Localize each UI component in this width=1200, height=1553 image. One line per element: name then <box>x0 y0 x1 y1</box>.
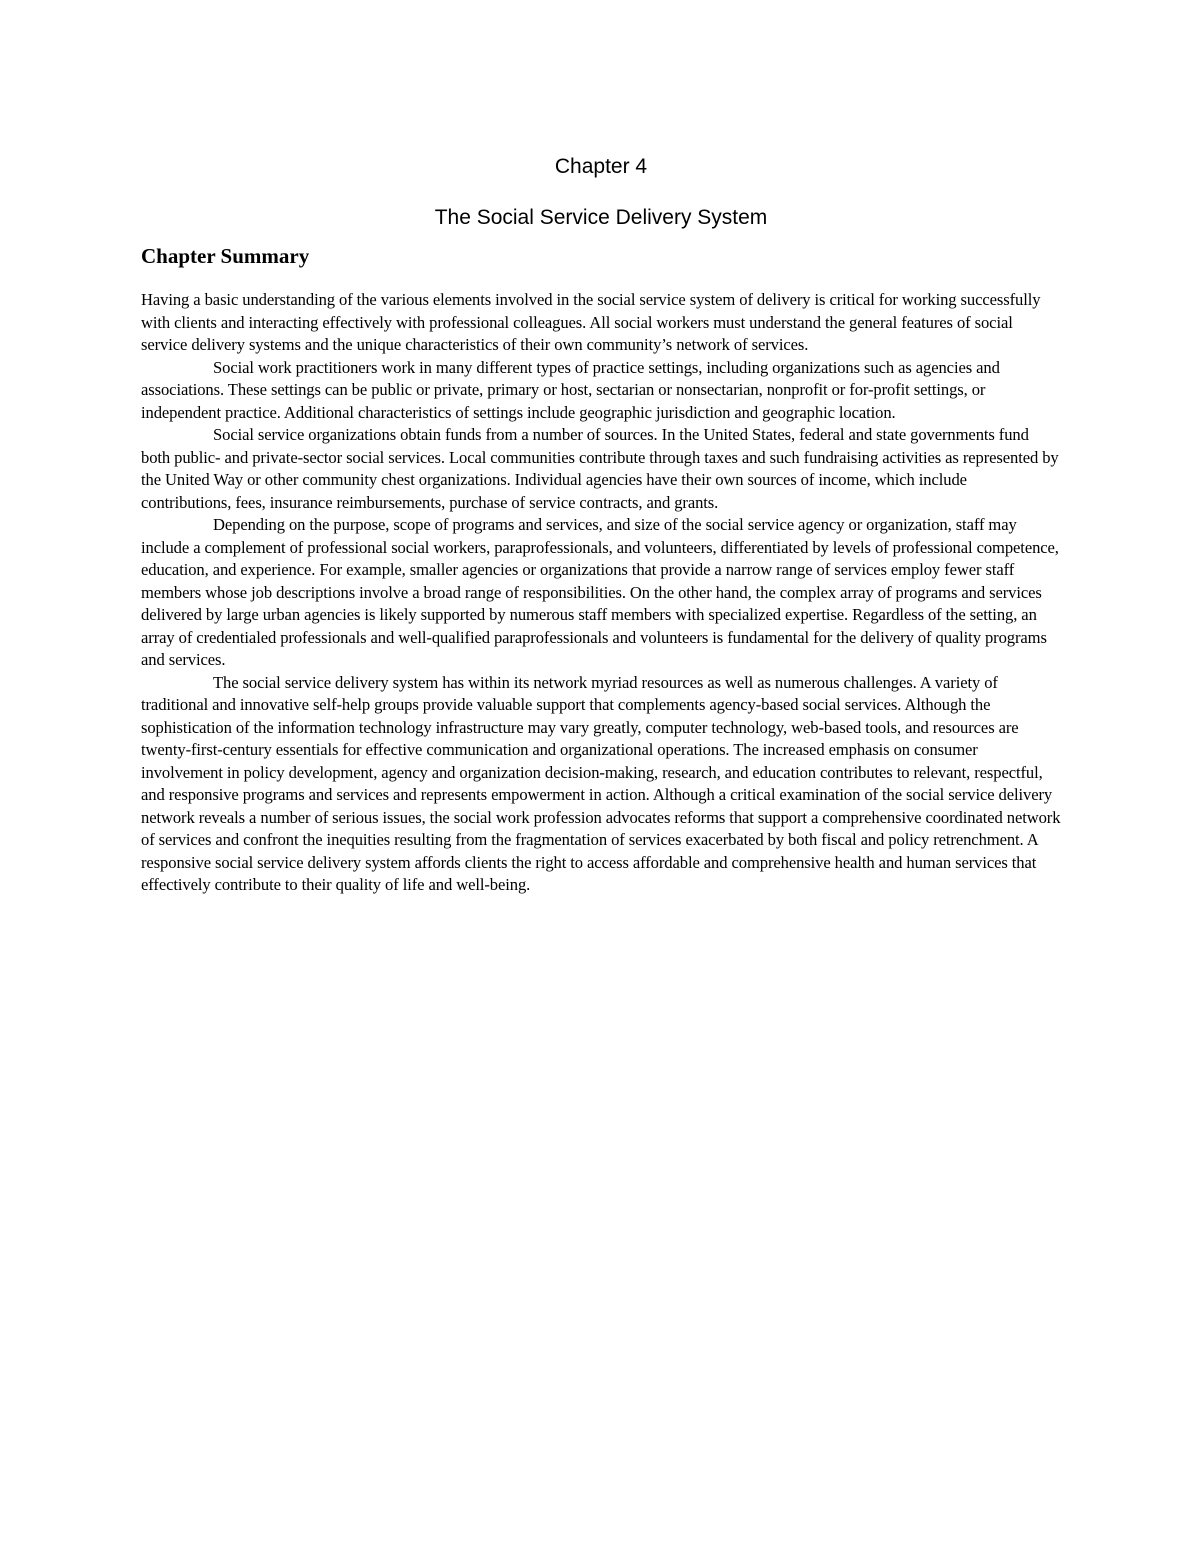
section-heading: Chapter Summary <box>141 244 310 268</box>
chapter-title: The Social Service Delivery System <box>434 206 768 229</box>
page-content <box>141 150 1061 897</box>
summary-paragraph-2: Social work practitioners work in many different types of practice settings, including organizations such as agencies and associations. These settings can be public or private, primary or host, sectarian or nonsectarian, nonprofit or for-profit settings, or independent practice. Additional characteristics of settings include geographic jurisdiction and geographic location. <box>141 357 1000 422</box>
summary-paragraph-3: Social service organizations obtain funds from a number of sources. In the United States, federal and state governments fund both public- and private-sector social services. Local communities contribute through taxes and such fundraising activities as represented by the United Way or other community chest organizations. Individual agencies have their own sources of income, which include contributions, fees, insurance reimbursements, purchase of service contracts, and grants. <box>141 425 1059 512</box>
summary-paragraph-1: Having a basic understanding of the various elements involved in the social service system of delivery is critical for working successfully with clients and interacting effectively with professional colleagues. All social workers must understand the general features of social service delivery systems and the unique characteristics of their own community’s network of services. <box>141 290 1041 354</box>
summary-paragraph-4: Depending on the purpose, scope of programs and services, and size of the social service agency or organization, staff may include a complement of professional social workers, paraprofessionals, and volunteers, differentiated by levels of professional competence, education, and experience. For example, smaller agencies or organizations that provide a narrow range of services employ fewer staff members whose job descriptions involve a broad range of responsibilities. On the other hand, the complex array of programs and services delivered by large urban agencies is likely supported by numerous staff members with specialized expertise. Regardless of the setting, an array of credentialed professionals and well-qualified paraprofessionals and volunteers is fundamental for the delivery of quality programs and services. <box>141 515 1059 669</box>
summary-body <box>141 289 1061 897</box>
chapter-number: Chapter 4 <box>554 155 648 178</box>
summary-paragraph-5: The social service delivery system has within its network myriad resources as well as numerous challenges. A variety of traditional and innovative self-help groups provide valuable support that complements agency-based social services. Although the sophistication of the information technology infrastructure may vary greatly, computer technology, web-based tools, and resources are twenty-first-century essentials for effective communication and organizational operations. The increased emphasis on consumer involvement in policy development, agency and organization decision-making, research, and education contributes to relevant, respectful, and responsive programs and services and represents empowerment in action. Although a critical examination of the social service delivery network reveals a number of serious issues, the social work profession advocates reforms that support a comprehensive coordinated network of services and confront the inequities resulting from the fragmentation of services exacerbated by both fiscal and policy retrenchment. A responsive social service delivery system affords clients the right to access affordable and comprehensive health and human services that effectively contribute to their quality of life and well-being. <box>141 672 1061 894</box>
